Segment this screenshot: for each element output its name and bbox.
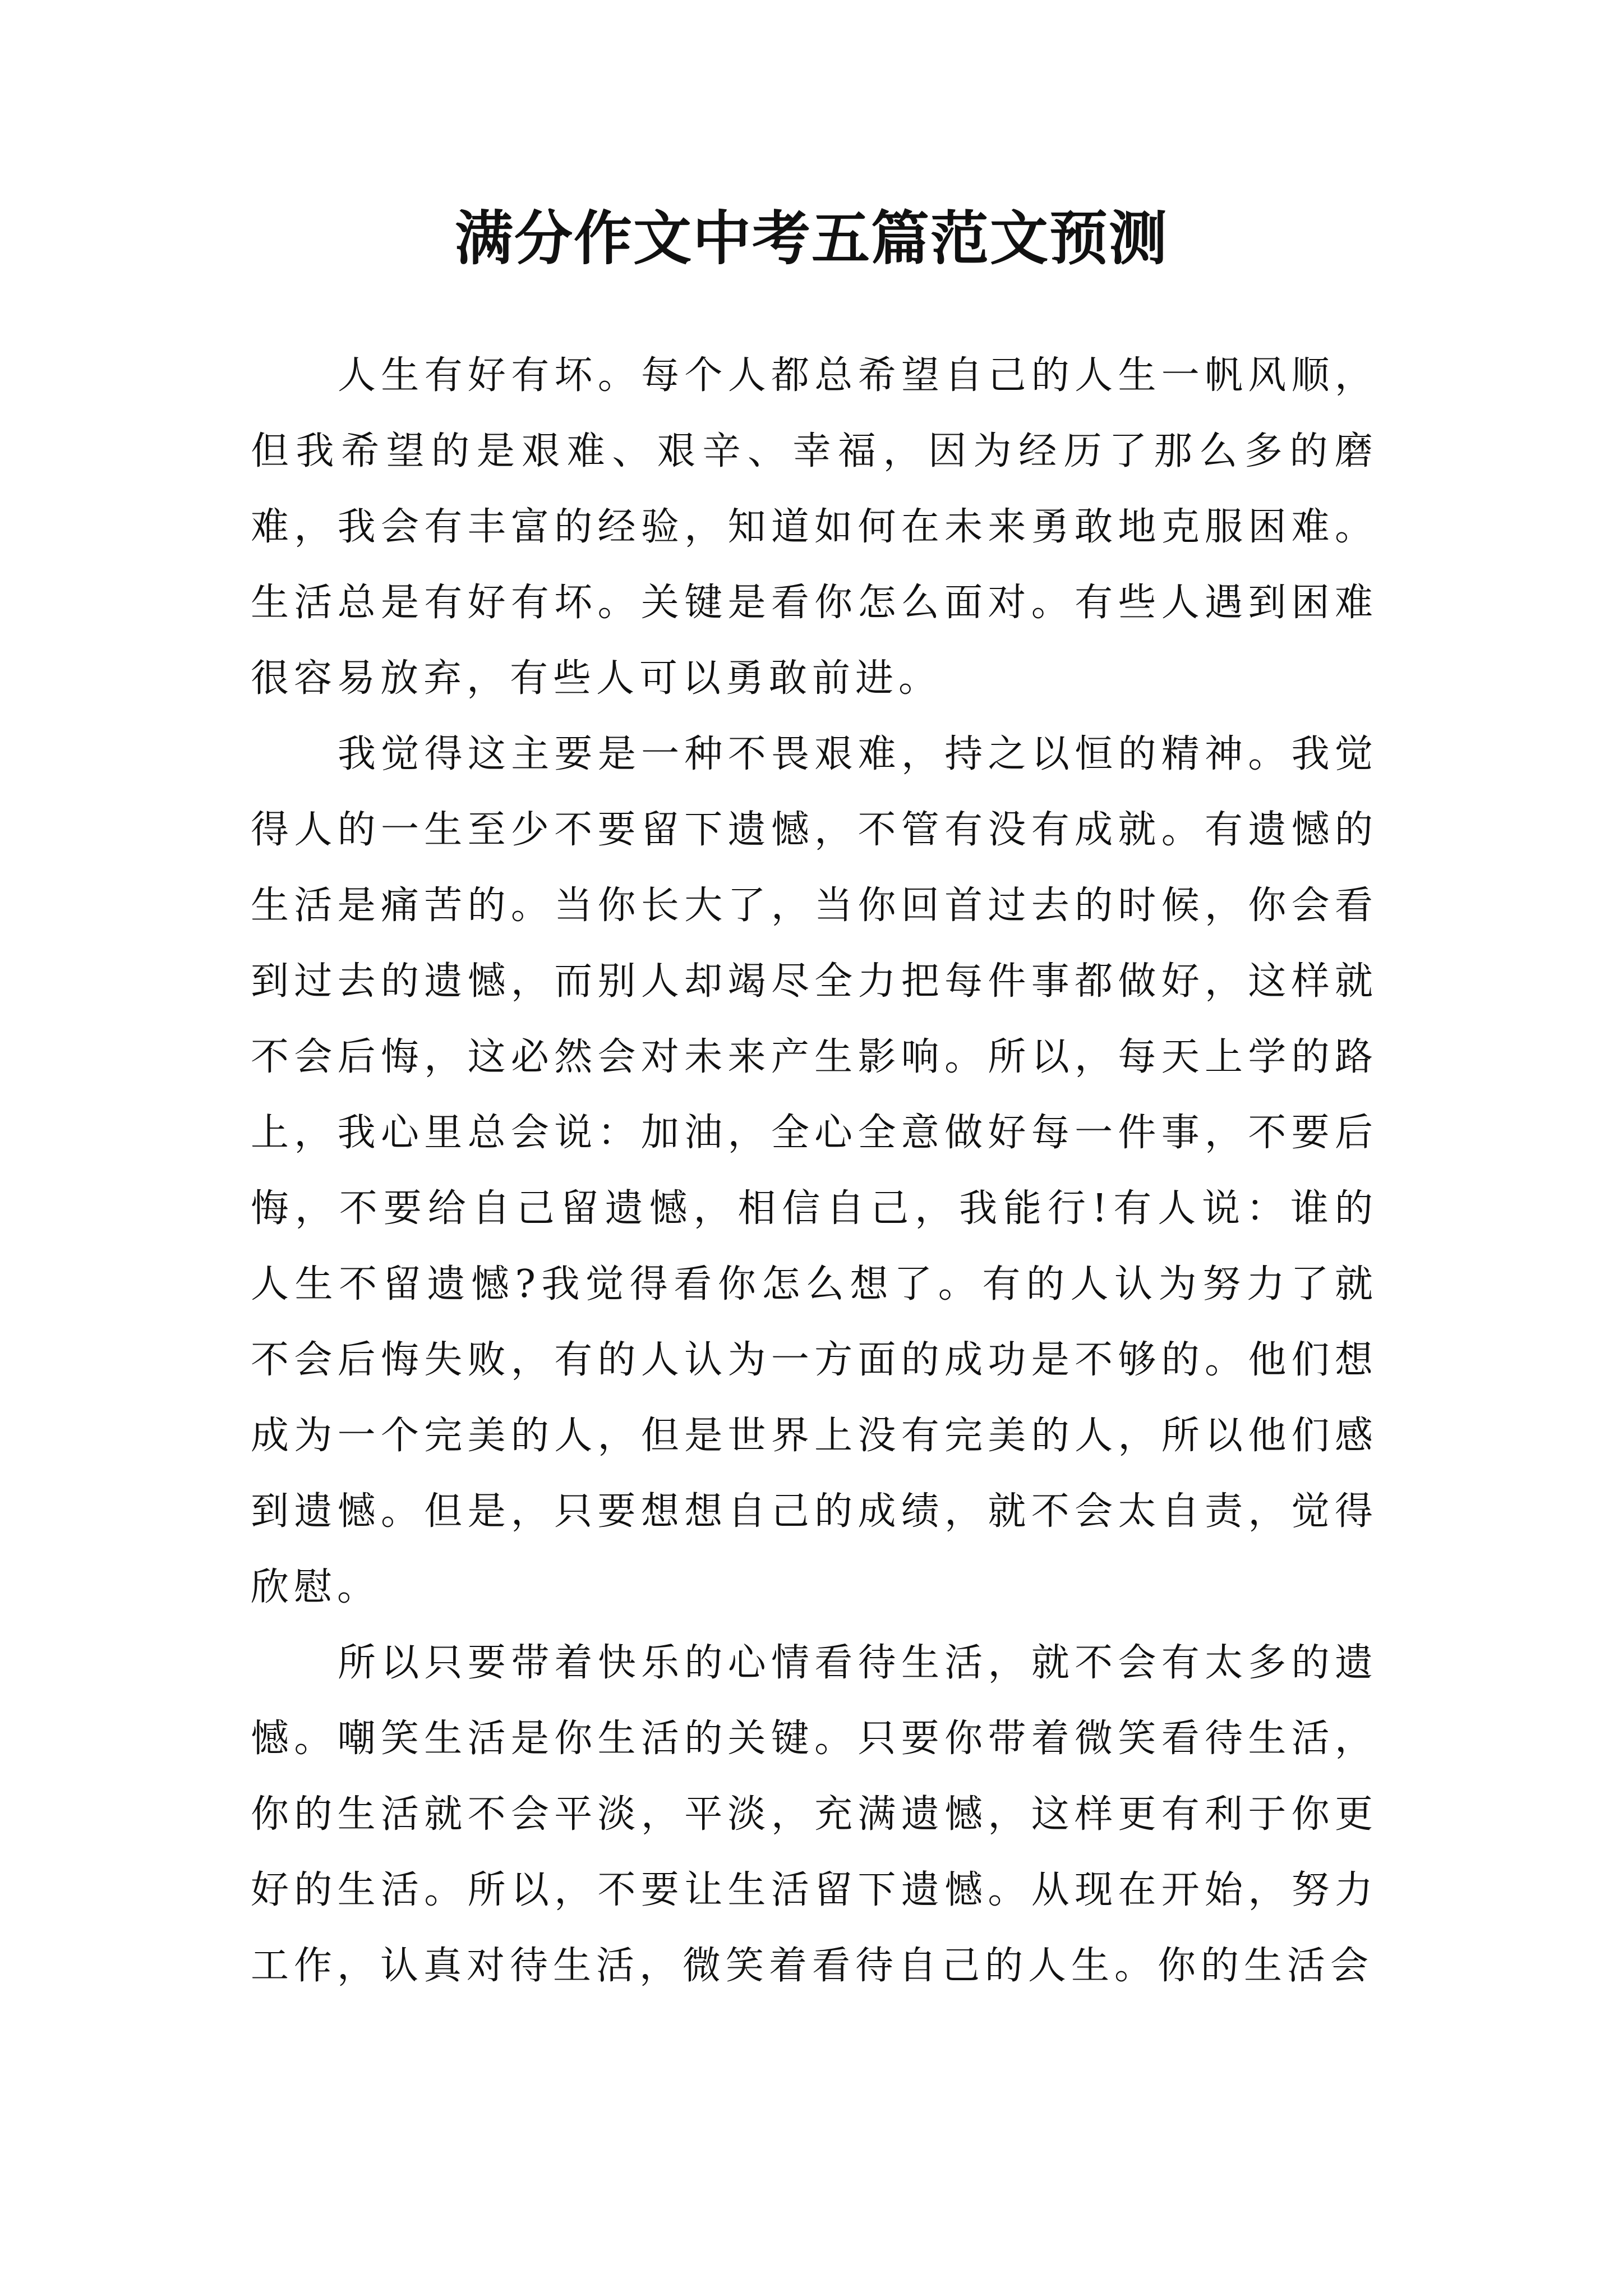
paragraph-1: 人生有好有坏。每个人都总希望自己的人生一帆风顺，但我希望的是艰难、艰辛、幸福，因为经历了那么多的磨难，我会有丰富的经验，知道如何在未来勇敢地克服困难。生活总是有好有坏。关键是看你怎么面对。有些人遇到困难很容易放弃，有些人可以勇敢前进。 <box>251 353 1378 701</box>
paragraph-3: 所以只要带着快乐的心情看待生活，就不会有太多的遗憾。嘲笑生活是你生活的关键。只要你带着微笑看待生活，你的生活就不会平淡，平淡，充满遗憾，这样更有利于你更好的生活。所以，不要让生活留下遗憾。从现在开始，努力工作，认真对待生活，微笑着看待自己的人生。你的生活会 <box>251 1641 1378 1988</box>
document-title: 满分作文中考五篇范文预测 <box>454 204 1168 273</box>
document-body <box>251 338 1378 2004</box>
paragraph-2: 我觉得这主要是一种不畏艰难，持之以恒的精神。我觉得人的一生至少不要留下遗憾，不管有没有成就。有遗憾的生活是痛苦的。当你长大了，当你回首过去的时候，你会看到过去的遗憾，而别人却竭尽全力把每件事都做好，这样就不会后悔，这必然会对未来产生影响。所以，每天上学的路上，我心里总会说：加油，全心全意做好每一件事，不要后悔，不要给自己留遗憾，相信自己，我能行!有人说：谁的人生不留遗憾?我觉得看你怎么想了。有的人认为努力了就不会后悔失败，有的人认为一方面的成功是不够的。他们想成为一个完美的人，但是世界上没有完美的人，所以他们感到遗憾。但是，只要想想自己的成绩，就不会太自责，觉得欣慰。 <box>251 732 1378 1609</box>
